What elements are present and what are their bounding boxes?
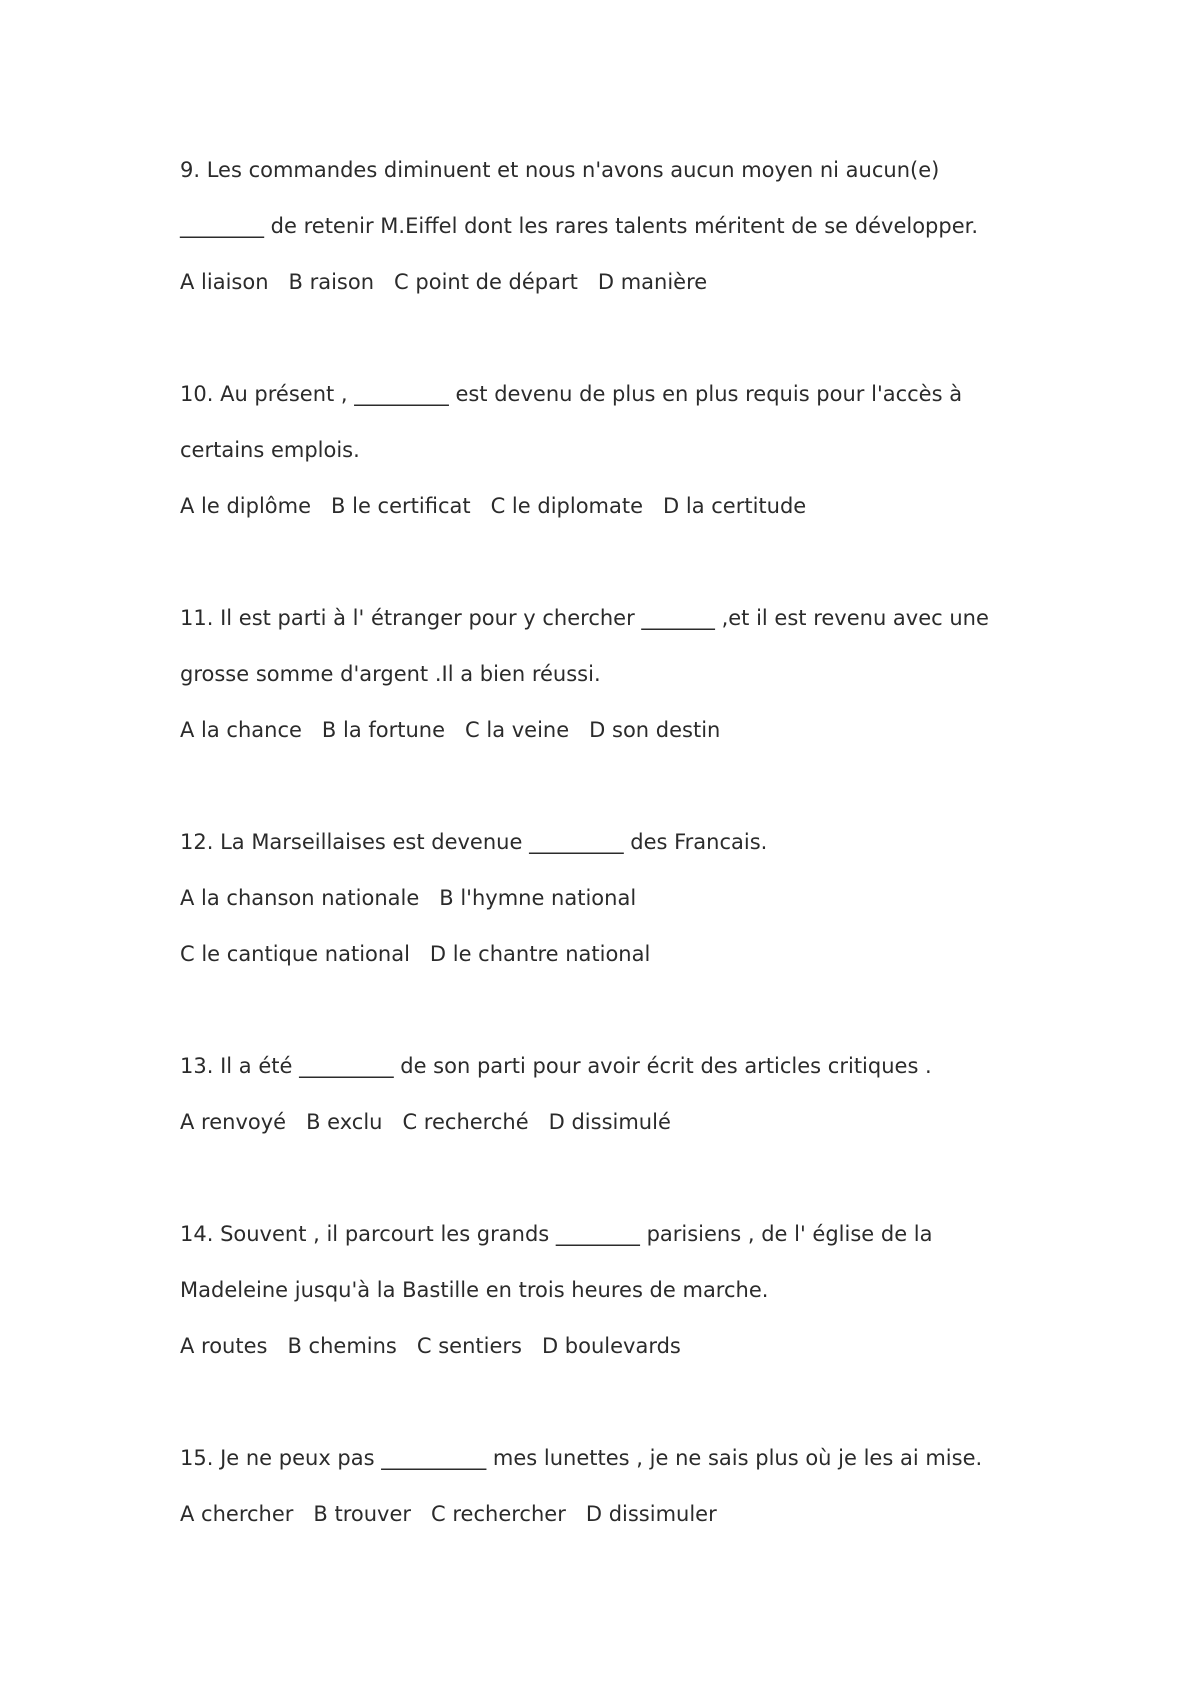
option-d: D dissimulé	[548, 1110, 671, 1134]
question-15-line-1: 15. Je ne peux pas __________ mes lunettes , je ne sais plus où je les ai mise.	[180, 1446, 983, 1470]
question-12-line-1: 12. La Marseillaises est devenue _________ des Francais.	[180, 830, 768, 854]
option-a: A la chance	[180, 718, 302, 742]
option-c: C rechercher	[431, 1502, 566, 1526]
option-d: D dissimuler	[585, 1502, 717, 1526]
option-d: D manière	[597, 270, 708, 294]
option-b: B exclu	[306, 1110, 383, 1134]
option-c: C la veine	[465, 718, 570, 742]
question-12-options-1	[180, 884, 1080, 912]
option-b: B trouver	[313, 1502, 412, 1526]
question-14-options	[180, 1332, 1080, 1360]
option-a: A chercher	[180, 1502, 294, 1526]
question-15-options	[180, 1500, 1080, 1528]
option-b: B chemins	[287, 1334, 397, 1358]
question-13-line-1: 13. Il a été _________ de son parti pour avoir écrit des articles critiques .	[180, 1054, 932, 1078]
question-10-line-2: certains emplois.	[180, 438, 360, 462]
option-c: C le diplomate	[490, 494, 644, 518]
option-a: A le diplôme	[180, 494, 312, 518]
option-c: C point de départ	[394, 270, 578, 294]
question-10-options	[180, 492, 1080, 520]
question-11-options	[180, 716, 1080, 744]
option-c: C recherché	[402, 1110, 529, 1134]
option-a: A routes	[180, 1334, 268, 1358]
option-b: B la fortune	[321, 718, 446, 742]
question-12-options-2	[180, 940, 1080, 968]
question-13-options	[180, 1108, 1080, 1136]
option-b: B raison	[288, 270, 375, 294]
option-c: C sentiers	[416, 1334, 522, 1358]
option-d: D boulevards	[541, 1334, 681, 1358]
option-d: D son destin	[589, 718, 721, 742]
option-b: B l'hymne national	[439, 886, 637, 910]
question-10-line-1: 10. Au présent , _________ est devenu de plus en plus requis pour l'accès à	[180, 382, 963, 406]
option-a: A renvoyé	[180, 1110, 287, 1134]
question-11-line-1: 11. Il est parti à l' étranger pour y chercher _______ ,et il est revenu avec une	[180, 606, 989, 630]
option-c: C le cantique national	[180, 942, 410, 966]
option-a: A liaison	[180, 270, 269, 294]
option-d: D le chantre national	[429, 942, 651, 966]
question-9-options	[180, 268, 1080, 296]
question-9-line-1: 9. Les commandes diminuent et nous n'avons aucun moyen ni aucun(e)	[180, 158, 940, 182]
option-b: B le certificat	[331, 494, 471, 518]
option-a: A la chanson nationale	[180, 886, 420, 910]
question-14-line-2: Madeleine jusqu'à la Bastille en trois heures de marche.	[180, 1278, 769, 1302]
option-d: D la certitude	[663, 494, 807, 518]
question-14-line-1: 14. Souvent , il parcourt les grands ________ parisiens , de l' église de la	[180, 1222, 933, 1246]
question-11-line-2: grosse somme d'argent .Il a bien réussi.	[180, 662, 601, 686]
question-9-line-2: ________ de retenir M.Eiffel dont les rares talents méritent de se développer.	[180, 214, 979, 238]
